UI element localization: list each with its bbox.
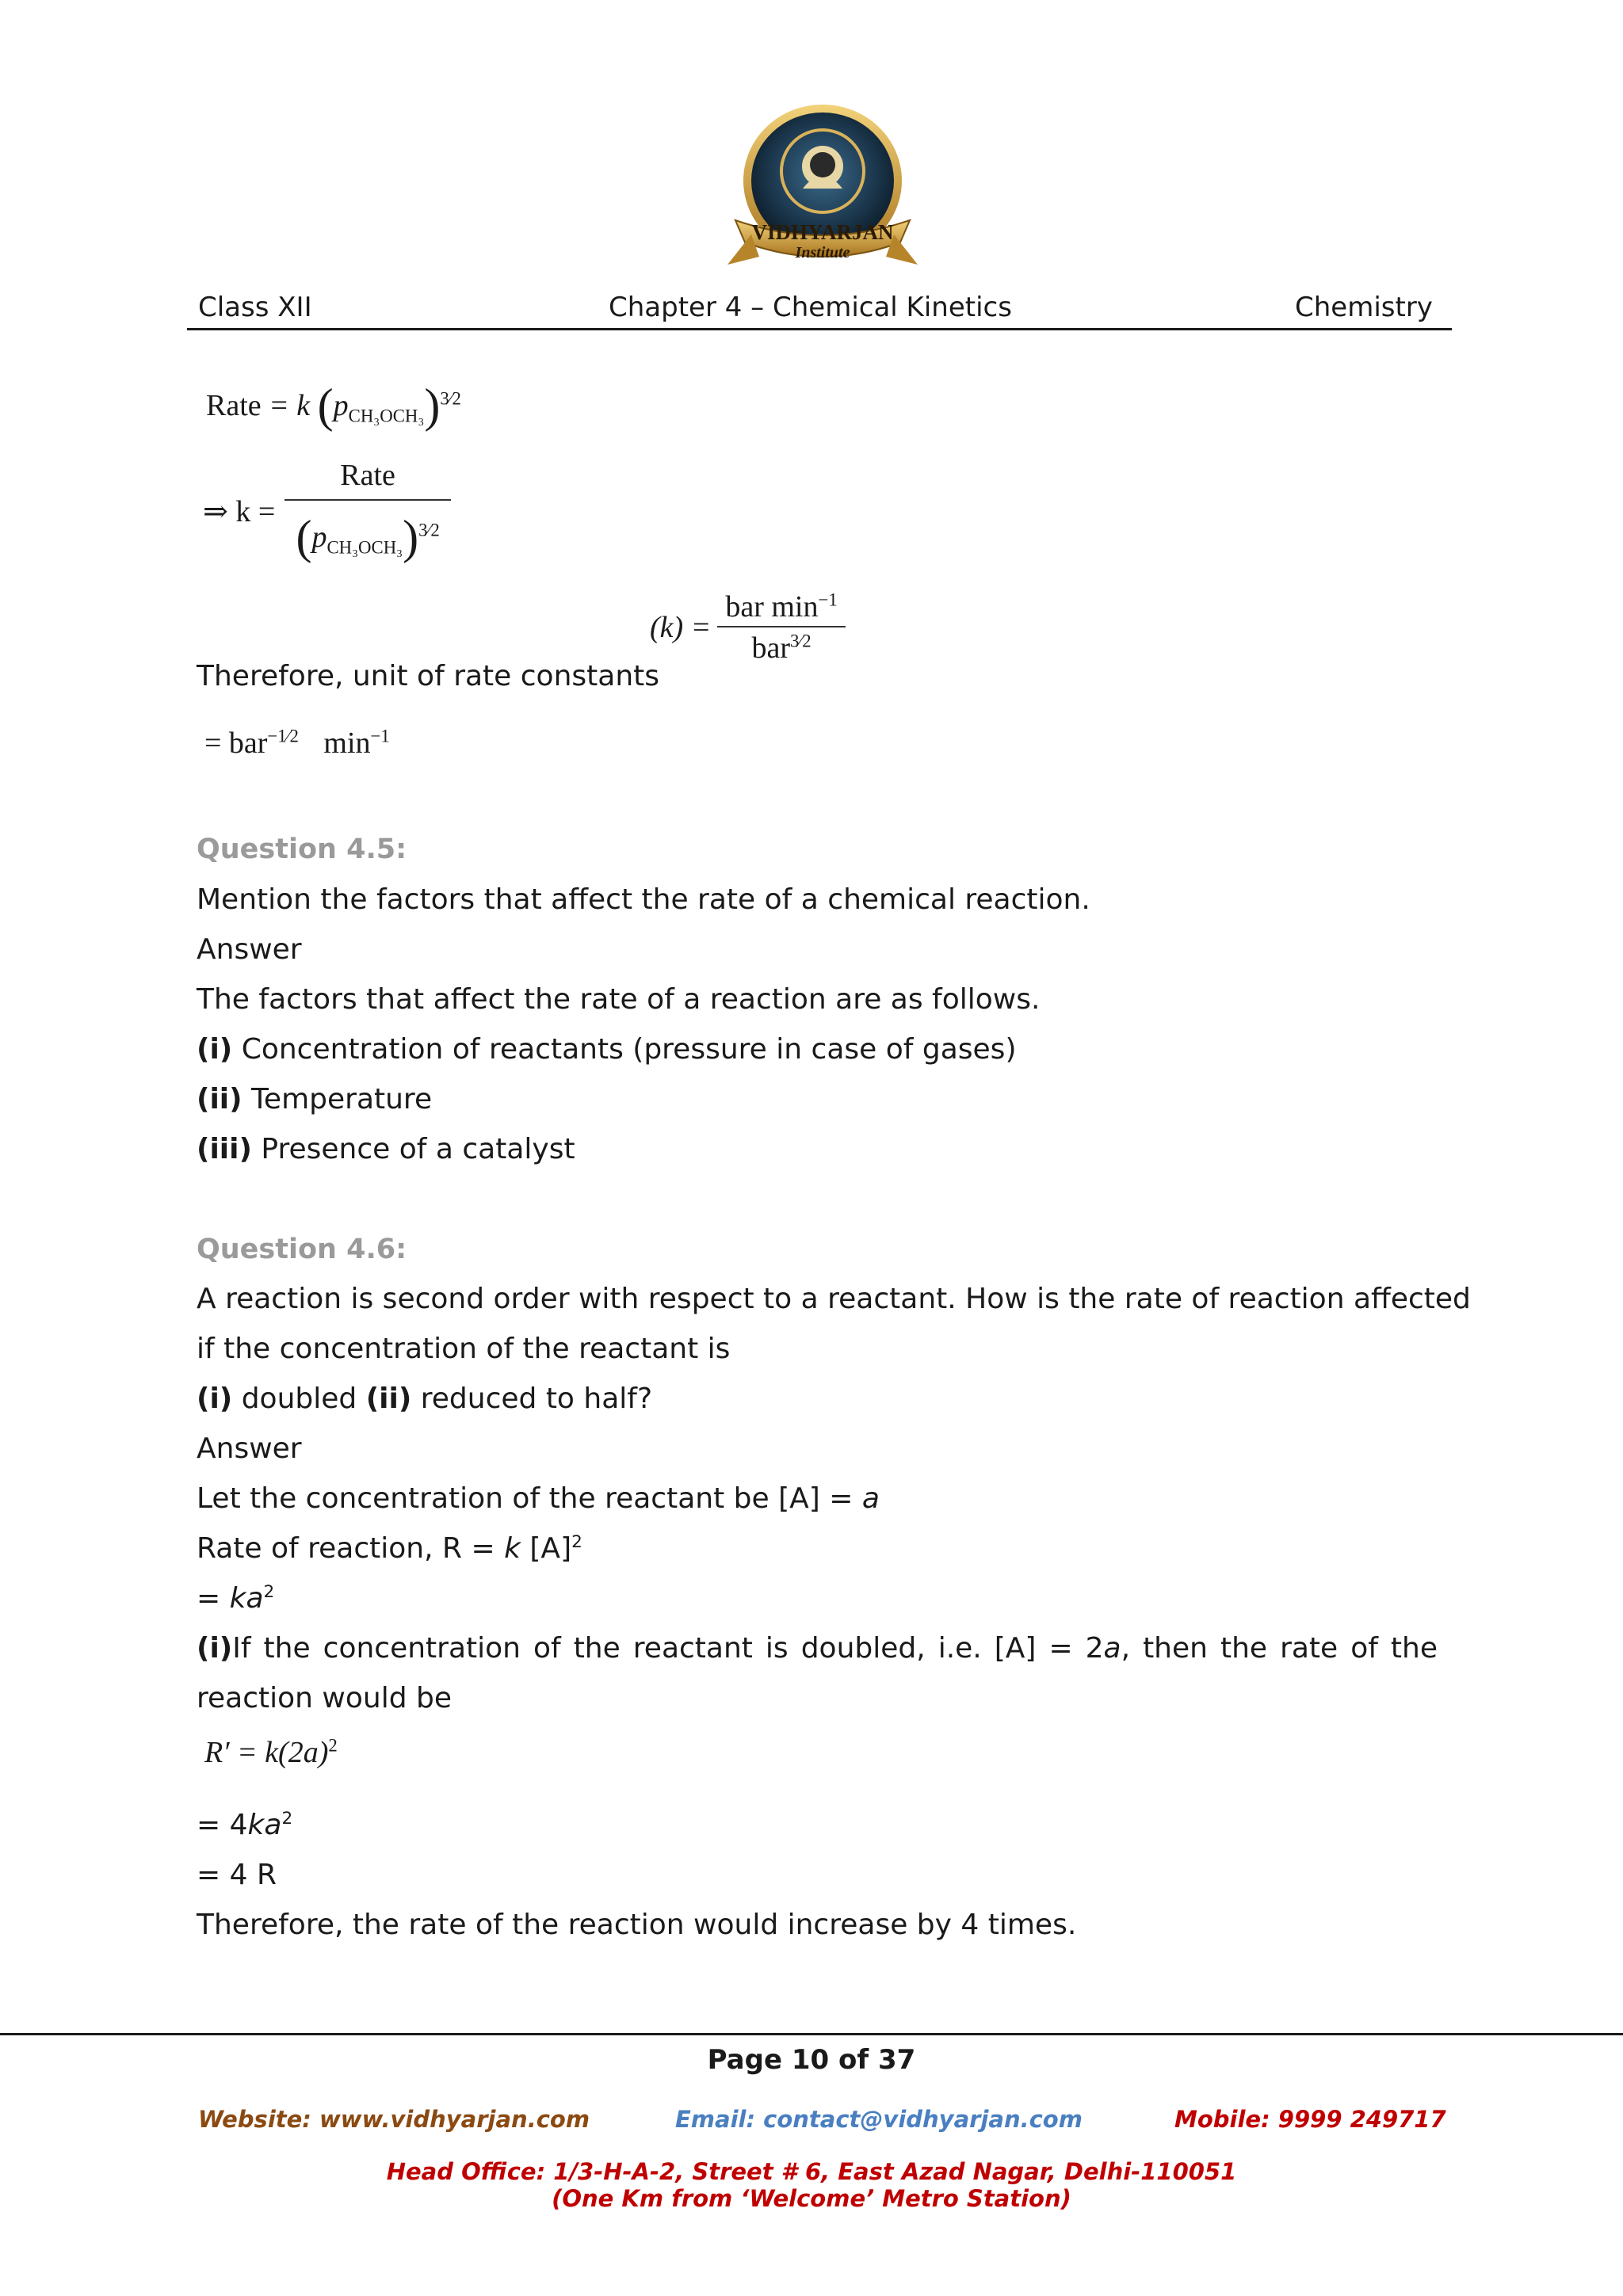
- eq-p: p: [333, 389, 349, 422]
- conclusion: Therefore, the rate of the reaction would increase by 4 times.: [197, 1909, 1077, 1941]
- rate-k: k: [504, 1532, 521, 1565]
- case-i-text: If the concentration of the reactant is doubled, i.e. [A] = 2: [232, 1632, 1104, 1665]
- page-number: Page 10 of 37: [707, 2044, 916, 2076]
- header-subject: Chemistry: [1295, 292, 1433, 323]
- factor-3-label: (iii): [197, 1133, 252, 1165]
- eq-final-min-exp: −1: [370, 726, 390, 746]
- eq-final-bar-exp: −1⁄2: [267, 726, 299, 746]
- case-i-text-end: , then the rate of the: [1121, 1632, 1438, 1665]
- eq-unit-numerator: bar min: [725, 590, 819, 624]
- answer-4-5-intro: The factors that affect the rate of a reaction are as follows.: [197, 983, 1041, 1016]
- logo-subtitle: Institute: [795, 244, 850, 261]
- equation-rate: Rate = k $(p_{CH_3OCH_3})^{3⁄2}$: [206, 379, 461, 432]
- case-i-label: (i): [197, 1632, 233, 1665]
- case-i-line-2: reaction would be: [197, 1682, 452, 1714]
- eq-rprime-label: R′ = k: [204, 1736, 279, 1769]
- eq-equals-k: = k: [269, 389, 311, 422]
- case-i-a: a: [1103, 1632, 1121, 1665]
- institute-logo: [727, 101, 918, 288]
- eq-unit-numerator-exp: −1: [818, 589, 838, 610]
- eq-sign: =: [197, 1582, 221, 1615]
- rate-A-sq: 2: [571, 1532, 582, 1552]
- question-4-6-line-3: [197, 1374, 652, 1424]
- equals-4r: = 4 R: [197, 1859, 277, 1891]
- eq-rate-label: Rate: [206, 389, 262, 422]
- eq-exponent: 3⁄2: [440, 388, 461, 409]
- four-ka-sq: 2: [281, 1809, 293, 1829]
- factor-2-text: Temperature: [251, 1083, 433, 1116]
- rate-text: Rate of reaction, R =: [197, 1532, 495, 1565]
- eq-k-p-subscript: CH₃OCH₃: [327, 537, 403, 558]
- ka-sq: 2: [263, 1582, 275, 1602]
- q46-ii-label: (ii): [365, 1383, 412, 1415]
- eq-2a: (2a): [278, 1736, 329, 1769]
- question-4-6-title: Question 4.6:: [197, 1234, 407, 1265]
- footer-metro: (One Km from ‘Welcome’ Metro Station): [552, 2185, 1071, 2212]
- equals-4ka2: [197, 1800, 292, 1850]
- factor-3: [197, 1124, 575, 1174]
- q46-i-label: (i): [197, 1383, 233, 1415]
- footer-office: Head Office: 1/3-H-A-2, Street # 6, East Azad Nagar, Delhi-110051: [386, 2158, 1237, 2185]
- equation-final-unit: [204, 726, 390, 761]
- factor-3-text: Presence of a catalyst: [261, 1133, 575, 1165]
- case-i-line-1: [197, 1623, 1438, 1673]
- eq-final-bar: = bar: [204, 727, 268, 760]
- rate-of-reaction: [197, 1524, 582, 1573]
- factor-2-label: (ii): [197, 1083, 242, 1116]
- question-4-5-title: Question 4.5:: [197, 833, 407, 865]
- eq-k-numerator: Rate: [285, 458, 451, 501]
- rate-A: [A]: [529, 1532, 572, 1565]
- therefore-unit-text: Therefore, unit of rate constants: [197, 660, 660, 692]
- let-concentration: [197, 1474, 880, 1524]
- eq-k-exponent: 3⁄2: [418, 520, 440, 540]
- q46-doubled: doubled: [241, 1383, 357, 1415]
- answer-label-4-6: Answer: [197, 1432, 302, 1465]
- factor-1-text: Concentration of reactants (pressure in case of gases): [241, 1033, 1017, 1066]
- footer-mobile: Mobile: 9999 249717: [1174, 2106, 1446, 2133]
- logo-name: VIDHYARJAN: [751, 220, 894, 244]
- eq-unit-denominator: bar: [751, 631, 790, 665]
- eq-implies-k: ⇒ k =: [203, 495, 276, 528]
- equation-k: ⇒ k = $\frac{\text{Rate}}{(p_{CH_3OCH_3})^{3⁄2}}$: [203, 458, 451, 565]
- equation-r-prime: [204, 1735, 338, 1770]
- equation-unit-k: [650, 589, 846, 666]
- q46-half: reduced to half?: [420, 1383, 653, 1415]
- answer-label-4-5: Answer: [197, 933, 302, 966]
- let-text: Let the concentration of the reactant be [A] =: [197, 1482, 854, 1515]
- question-4-5-text: Mention the factors that affect the rate of a chemical reaction.: [197, 883, 1090, 916]
- four-prefix: = 4: [197, 1809, 248, 1841]
- footer-rule: [0, 2033, 1623, 2035]
- eq-unit-denominator-exp: 3⁄2: [789, 631, 812, 651]
- let-a: a: [861, 1482, 880, 1515]
- header-chapter: Chapter 4 – Chemical Kinetics: [609, 292, 1012, 323]
- eq-p-subscript: CH₃OCH₃: [348, 406, 425, 426]
- eq-final-min: min: [323, 727, 371, 760]
- four-ka: ka: [247, 1809, 282, 1841]
- header-class: Class XII: [198, 292, 312, 323]
- eq-unit-k-label: (k) =: [650, 611, 712, 644]
- ka: ka: [229, 1582, 264, 1615]
- eq-k-p: p: [311, 521, 327, 554]
- footer-email[interactable]: Email: contact@vidhyarjan.com: [675, 2106, 1083, 2133]
- question-4-6-line-2: if the concentration of the reactant is: [197, 1333, 731, 1365]
- question-4-6-line-1: A reaction is second order with respect to a reactant. How is the rate of reaction affected: [197, 1283, 1471, 1315]
- factor-1: [197, 1024, 1017, 1074]
- footer-website[interactable]: Website: www.vidhyarjan.com: [198, 2106, 590, 2133]
- equals-ka2: [197, 1573, 274, 1623]
- eq-2a-sq: 2: [328, 1735, 338, 1756]
- factor-2: [197, 1074, 432, 1124]
- factor-1-label: (i): [197, 1033, 233, 1066]
- header-rule: [187, 328, 1452, 330]
